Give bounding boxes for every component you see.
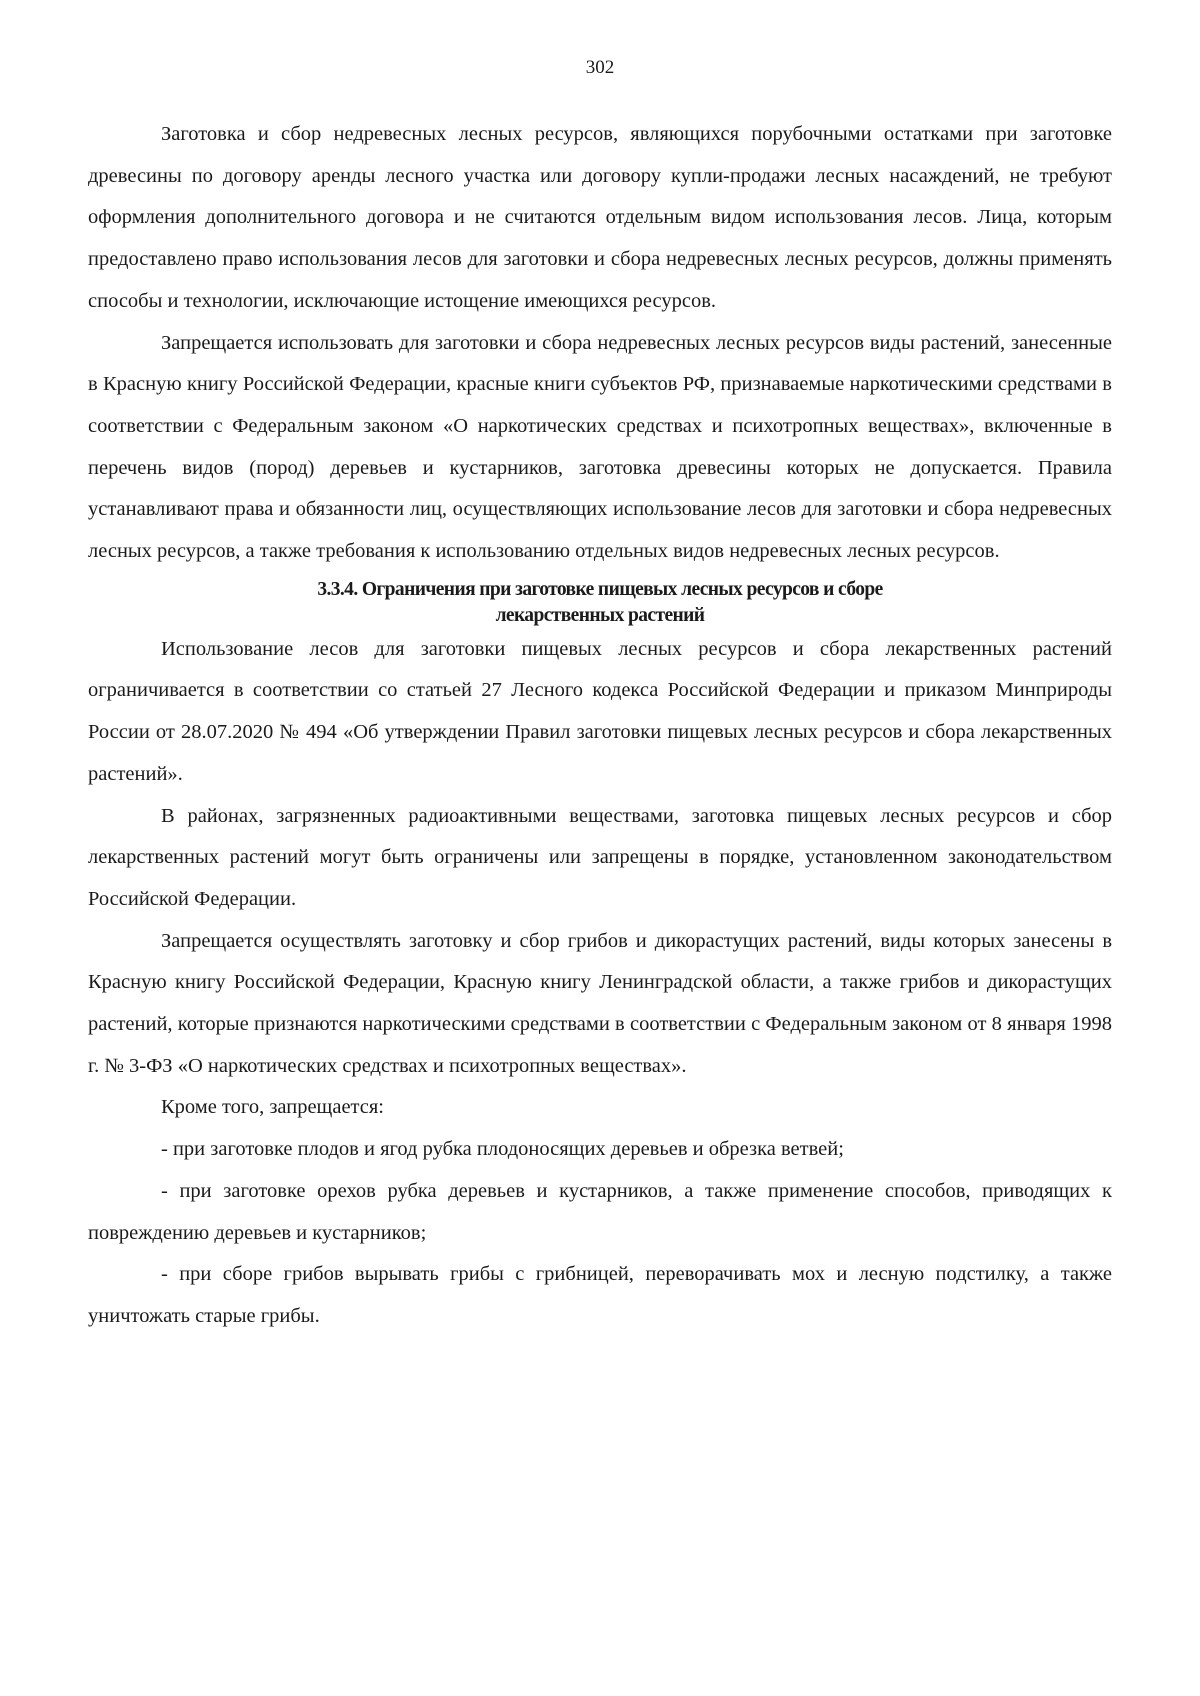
section-heading <box>88 573 1112 629</box>
paragraph: Заготовка и сбор недревесных лесных ресурсов, являющихся порубочными остатками при заготовке древесины по договору аренды лесного участка или договору купли-продажи лесных насаждений, не требуют оформления дополнительного договора и не считаются отдельным видом использования лесов. Лица, которым предоставлено право использования лесов для заготовки и сбора недревесных лесных ресурсов, должны применять способы и технологии, исключающие истощение имеющихся ресурсов. <box>88 123 1112 312</box>
page-content <box>88 114 1112 1338</box>
section-heading-line: лекарственных растений <box>495 604 705 626</box>
paragraph: Использование лесов для заготовки пищевых лесных ресурсов и сбора лекарственных растений ограничивается в соответствии со статьей 27 Лесного кодекса Российской Федерации и приказом Минприроды России от 28.07.2020 № 494 «Об утверждении Правил заготовки пищевых лесных ресурсов и сбора лекарственных растений». <box>88 637 1112 785</box>
paragraph: Запрещается использовать для заготовки и сбора недревесных лесных ресурсов виды растений, занесенные в Красную книгу Российской Федерации, красные книги субъектов РФ, признаваемые наркотическими средствами в соответствии с Федеральным законом «О наркотических средствах и психотропных веществах», включенные в перечень видов (пород) деревьев и кустарников, заготовка древесины которых не допускается. Правила устанавливают права и обязанности лиц, осуществляющих использование лесов для заготовки и сбора недревесных лесных ресурсов, а также требования к использованию отдельных видов недревесных лесных ресурсов. <box>88 331 1112 563</box>
paragraph: Запрещается осуществлять заготовку и сбор грибов и дикорастущих растений, виды которых занесены в Красную книгу Российской Федерации, Красную книгу Ленинградской области, а также грибов и дикорастущих растений, которые признаются наркотическими средствами в соответствии с Федеральным законом от 8 января 1998 г. № 3-ФЗ «О наркотических средствах и психотропных веществах». <box>88 929 1112 1077</box>
page-number: 302 <box>585 57 615 78</box>
list-item: - при заготовке орехов рубка деревьев и кустарников, а также применение способов, приводящих к повреждению деревьев и кустарников; <box>88 1179 1112 1244</box>
paragraph: В районах, загрязненных радиоактивными веществами, заготовка пищевых лесных ресурсов и сбор лекарственных растений могут быть ограничены или запрещены в порядке, установленном законодательством Российской Федерации. <box>88 804 1112 910</box>
list-item: - при заготовке плодов и ягод рубка плодоносящих деревьев и обрезка ветвей; <box>161 1138 844 1161</box>
paragraph: Кроме того, запрещается: <box>161 1096 384 1119</box>
list-item: - при сборе грибов вырывать грибы с грибницей, переворачивать мох и лесную подстилку, а также уничтожать старые грибы. <box>88 1263 1112 1327</box>
section-heading-line: 3.3.4. Ограничения при заготовке пищевых лесных ресурсов и сборе <box>317 578 883 600</box>
